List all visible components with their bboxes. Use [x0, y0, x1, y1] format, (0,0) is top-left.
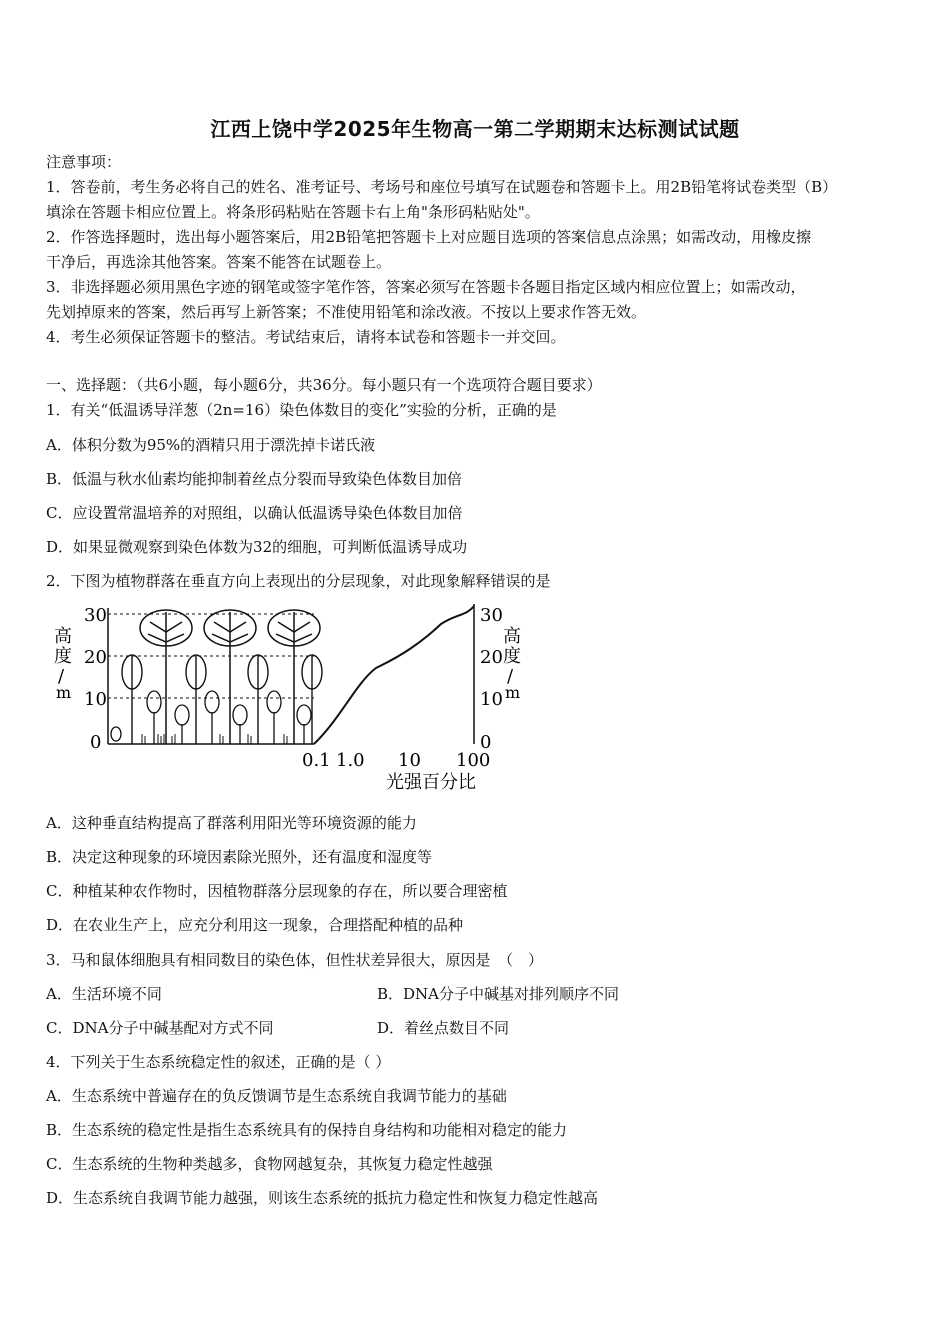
notice-line-3: 2．作答选择题时，选出每小题答案后，用2B铅笔把答题卡上对应题目选项的答案信息点涂黑；如需改动，用橡皮擦: [46, 228, 812, 246]
q4-stem: 4．下列关于生态系统稳定性的叙述，正确的是（ ）: [46, 1053, 391, 1071]
q3-option-a: A．生活环境不同: [46, 985, 162, 1003]
y-tick-right-10: 10: [480, 689, 503, 710]
y-label-left-2: 度: [54, 646, 72, 667]
shrubs: [111, 691, 311, 744]
notice-heading: 注意事项：: [46, 153, 122, 171]
light-curve: [314, 606, 474, 744]
grass: [142, 734, 287, 744]
notice-line-1: 1．答卷前，考生务必将自己的姓名、准考证号、考场号和座位号填写在试题卷和答题卡上。用2B铅笔将试卷类型（B）: [46, 178, 838, 196]
y-tick-right-20: 20: [480, 647, 503, 668]
x-axis-label: 光强百分比: [386, 772, 476, 793]
y-tick-right-30: 30: [480, 605, 503, 626]
notice-line-4: 干净后，再选涂其他答案。答案不能答在试题卷上。: [46, 253, 392, 271]
y-tick-left-10: 10: [84, 689, 107, 710]
q4-option-b: B．生态系统的稳定性是指生态系统具有的保持自身结构和功能相对稳定的能力: [46, 1121, 568, 1139]
y-label-right-3: /: [507, 666, 514, 687]
notice-line-6: 先划掉原来的答案，然后再写上新答案；不准使用铅笔和涂改液。不按以上要求作答无效。: [46, 303, 647, 321]
q1-option-d: D．如果显微观察到染色体数为32的细胞，可判断低温诱导成功: [46, 538, 468, 556]
q2-option-b: B．决定这种现象的环境因素除光照外，还有温度和湿度等: [46, 848, 433, 866]
q1-option-b: B．低温与秋水仙素均能抑制着丝点分裂而导致染色体数目加倍: [46, 470, 463, 488]
y-tick-left-20: 20: [84, 647, 107, 668]
y-label-left-1: 高: [54, 626, 72, 647]
q4-option-d: D．生态系统自我调节能力越强，则该生态系统的抵抗力稳定性和恢复力稳定性越高: [46, 1189, 599, 1207]
q2-stem: 2．下图为植物群落在垂直方向上表现出的分层现象，对此现象解释错误的是: [46, 572, 551, 590]
x-tick-10: 10: [398, 750, 421, 771]
x-tick-1-0: 1.0: [336, 750, 365, 771]
stratification-figure: [46, 598, 526, 802]
q3-stem: 3．马和鼠体细胞具有相同数目的染色体，但性状差异很大，原因是 （ ）: [46, 951, 544, 969]
q3-option-d: D．着丝点数目不同: [377, 1019, 510, 1037]
q3-option-b: B．DNA分子中碱基对排列顺序不同: [377, 985, 620, 1003]
notice-line-7: 4．考生必须保证答题卡的整洁。考试结束后，请将本试卷和答题卡一并交回。: [46, 328, 566, 346]
q1-option-c: C．应设置常温培养的对照组，以确认低温诱导染色体数目加倍: [46, 504, 463, 522]
page-title: 江西上饶中学2025年生物高一第二学期期末达标测试试题: [210, 117, 740, 141]
y-label-left-4: m: [56, 683, 72, 702]
y-label-right-2: 度: [503, 646, 521, 667]
y-tick-left-0: 0: [90, 732, 102, 753]
y-label-right-4: m: [505, 683, 521, 702]
x-tick-100: 100: [456, 750, 491, 771]
q1-stem: 1．有关“低温诱导洋葱（2n=16）染色体数目的变化”实验的分析，正确的是: [46, 401, 557, 419]
q4-option-a: A．生态系统中普遍存在的负反馈调节是生态系统自我调节能力的基础: [46, 1087, 507, 1105]
q2-option-a: A．这种垂直结构提高了群落利用阳光等环境资源的能力: [46, 814, 417, 832]
q2-option-c: C．种植某种农作物时，因植物群落分层现象的存在，所以要合理密植: [46, 882, 508, 900]
notice-line-2: 填涂在答题卡相应位置上。将条形码粘贴在答题卡右上角"条形码粘贴处"。: [46, 203, 540, 221]
section-heading: 一、选择题：（共6小题，每小题6分，共36分。每小题只有一个选项符合题目要求）: [46, 376, 602, 394]
y-tick-left-30: 30: [84, 605, 107, 626]
q3-option-c: C．DNA分子中碱基配对方式不同: [46, 1019, 274, 1037]
notice-line-5: 3．非选择题必须用黑色字迹的钢笔或签字笔作答，答案必须写在答题卡各题目指定区域内相应位置上；如需改动，: [46, 278, 806, 296]
stratification-diagram: [46, 598, 526, 798]
q4-option-c: C．生态系统的生物种类越多，食物网越复杂，其恢复力稳定性越强: [46, 1155, 493, 1173]
q2-option-d: D．在农业生产上，应充分利用这一现象，合理搭配种植的品种: [46, 916, 464, 934]
y-label-left-3: /: [58, 666, 65, 687]
y-label-right-1: 高: [503, 626, 521, 647]
medium-trees: [122, 655, 322, 744]
y-tick-right-0: 0: [480, 732, 492, 753]
q1-option-a: A．体积分数为95%的酒精只用于漂洗掉卡诺氏液: [46, 436, 376, 454]
x-tick-0-1: 0.1: [302, 750, 331, 771]
